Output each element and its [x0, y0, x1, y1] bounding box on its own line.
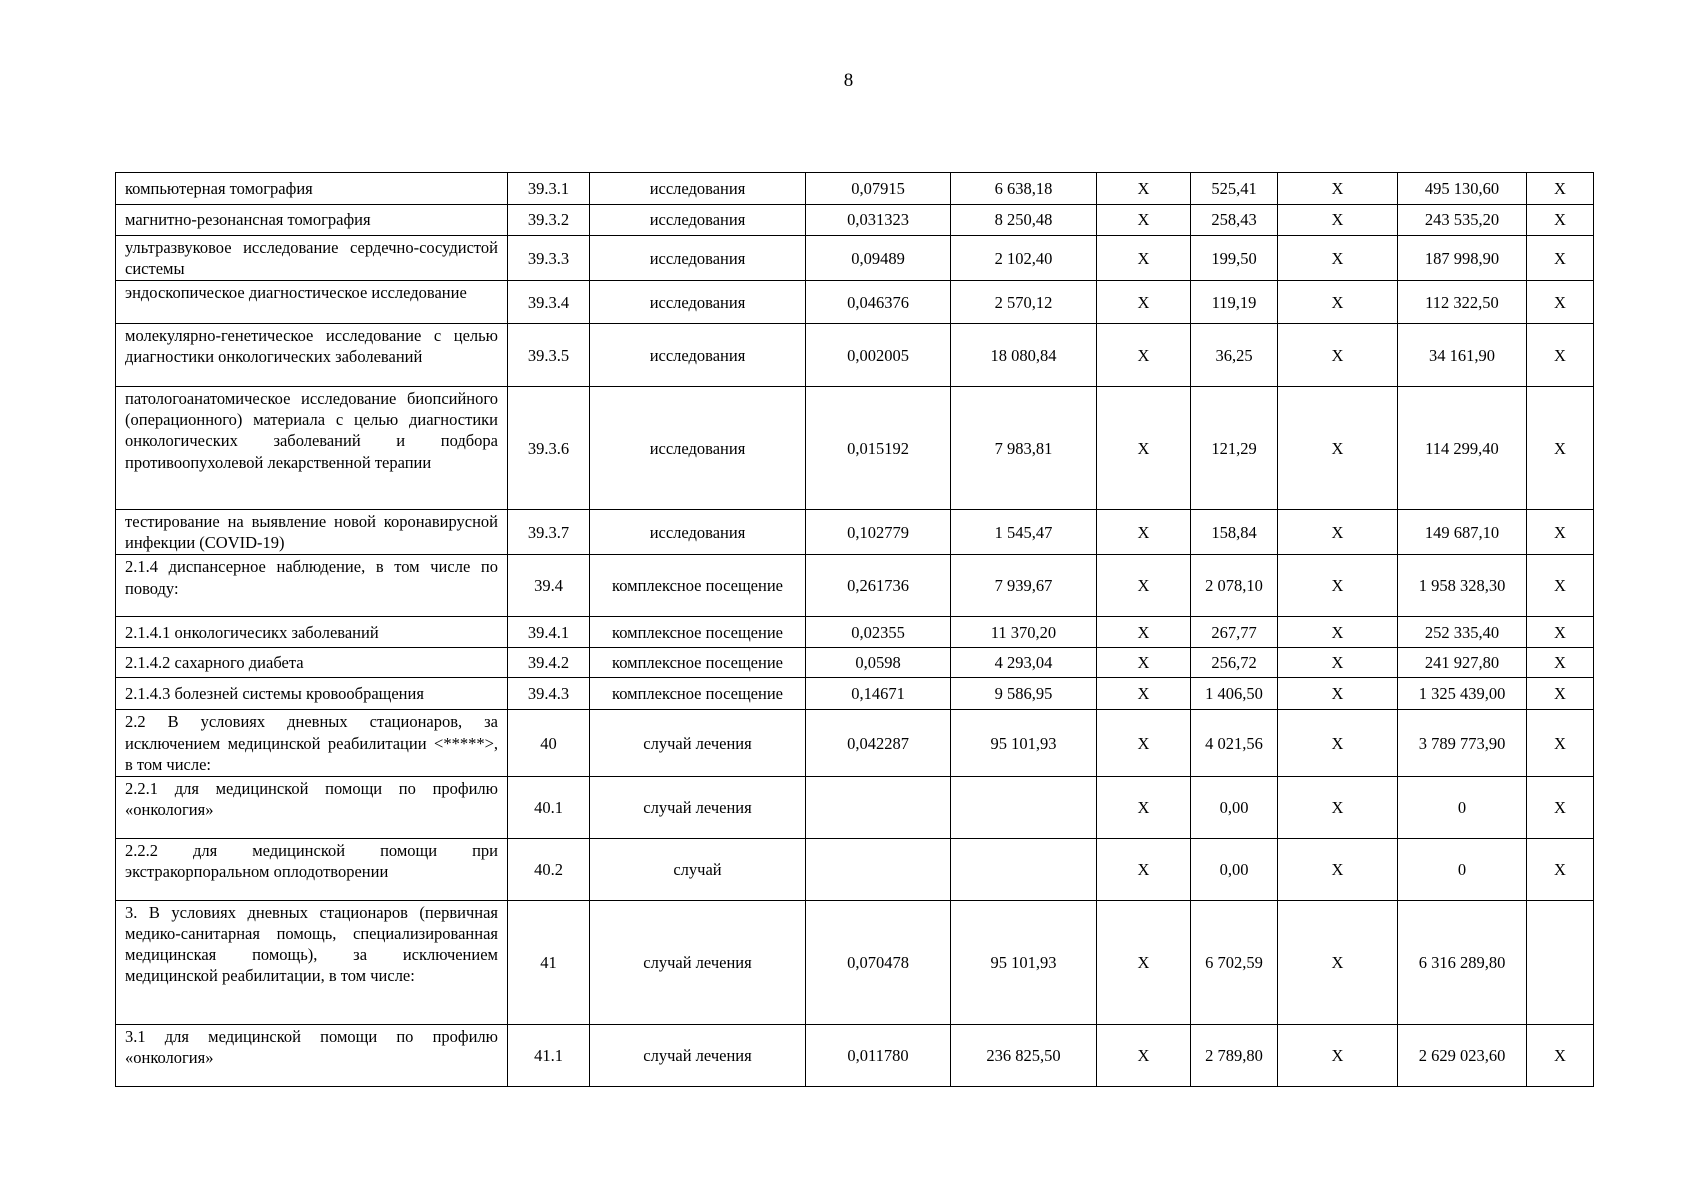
row-norm: 0,261736: [806, 555, 951, 617]
row-col8: Х: [1278, 281, 1398, 324]
row-total: 34 161,90: [1398, 324, 1527, 387]
row-norm: 0,015192: [806, 387, 951, 510]
row-col6: Х: [1097, 205, 1191, 236]
row-per-capita: 199,50: [1191, 236, 1278, 281]
row-total: 3 789 773,90: [1398, 710, 1527, 776]
row-col8: Х: [1278, 776, 1398, 838]
row-code: 39.4.1: [508, 617, 590, 648]
row-code: 39.3.7: [508, 510, 590, 555]
table-row: [116, 387, 1594, 510]
row-col6: Х: [1097, 555, 1191, 617]
row-per-capita: 258,43: [1191, 205, 1278, 236]
row-unit: исследования: [590, 387, 806, 510]
row-total: 149 687,10: [1398, 510, 1527, 555]
row-col10: Х: [1527, 678, 1594, 710]
table-row: [116, 555, 1594, 617]
row-col10: Х: [1527, 1024, 1594, 1086]
row-per-capita: 121,29: [1191, 387, 1278, 510]
row-col6: Х: [1097, 648, 1191, 678]
row-unit: комплексное посещение: [590, 617, 806, 648]
table-row: [116, 710, 1594, 776]
row-col6: Х: [1097, 236, 1191, 281]
row-col8: Х: [1278, 838, 1398, 900]
row-code: 39.3.4: [508, 281, 590, 324]
row-col6: Х: [1097, 1024, 1191, 1086]
row-name: ультразвуковое исследование сердечно-сосудистой системы: [116, 236, 508, 281]
row-name: 3. В условиях дневных стационаров (первичная медико-санитарная помощь, специализированная медицинская помощь), за исключением медицинской реабилитации, в том числе:: [116, 900, 508, 1024]
row-name: эндоскопическое диагностическое исследование: [116, 281, 508, 324]
row-total: 187 998,90: [1398, 236, 1527, 281]
row-unit: случай лечения: [590, 710, 806, 776]
table-row: [116, 678, 1594, 710]
row-per-capita: 0,00: [1191, 838, 1278, 900]
row-total: 243 535,20: [1398, 205, 1527, 236]
row-unit: исследования: [590, 205, 806, 236]
row-name: компьютерная томография: [116, 173, 508, 205]
row-total: 0: [1398, 776, 1527, 838]
row-name: молекулярно-генетическое исследование с целью диагностики онкологических заболеваний: [116, 324, 508, 387]
row-name: 3.1 для медицинской помощи по профилю «онкология»: [116, 1024, 508, 1086]
row-unit: комплексное посещение: [590, 555, 806, 617]
row-col6: Х: [1097, 617, 1191, 648]
row-unit: исследования: [590, 173, 806, 205]
row-cost: 8 250,48: [951, 205, 1097, 236]
row-name: тестирование на выявление новой коронавирусной инфекции (COVID-19): [116, 510, 508, 555]
row-code: 39.3.1: [508, 173, 590, 205]
row-per-capita: 36,25: [1191, 324, 1278, 387]
row-norm: 0,070478: [806, 900, 951, 1024]
row-cost: 7 983,81: [951, 387, 1097, 510]
table-row: [116, 648, 1594, 678]
row-per-capita: 0,00: [1191, 776, 1278, 838]
row-code: 39.4.3: [508, 678, 590, 710]
row-unit: случай лечения: [590, 1024, 806, 1086]
row-per-capita: 525,41: [1191, 173, 1278, 205]
row-col8: Х: [1278, 324, 1398, 387]
row-col10: Х: [1527, 281, 1594, 324]
row-per-capita: 2 078,10: [1191, 555, 1278, 617]
row-total: 6 316 289,80: [1398, 900, 1527, 1024]
table-row: [116, 324, 1594, 387]
row-name: 2.2 В условиях дневных стационаров, за исключением медицинской реабилитации <*****>, в том числе:: [116, 710, 508, 776]
table-row: [116, 1024, 1594, 1086]
row-col8: Х: [1278, 510, 1398, 555]
row-name: магнитно-резонансная томография: [116, 205, 508, 236]
row-col8: Х: [1278, 648, 1398, 678]
row-col10: Х: [1527, 555, 1594, 617]
row-name: патологоанатомическое исследование биопсийного (операционного) материала с целью диагностики онкологических заболеваний и подбора противоопухолевой лекарственной терапии: [116, 387, 508, 510]
row-col8: Х: [1278, 555, 1398, 617]
row-cost: 4 293,04: [951, 648, 1097, 678]
row-col8: Х: [1278, 678, 1398, 710]
row-name: 2.1.4.3 болезней системы кровообращения: [116, 678, 508, 710]
table-row: [116, 173, 1594, 205]
row-unit: исследования: [590, 281, 806, 324]
row-col10: Х: [1527, 648, 1594, 678]
row-code: 39.3.6: [508, 387, 590, 510]
row-norm: [806, 838, 951, 900]
row-cost: 95 101,93: [951, 900, 1097, 1024]
row-norm: 0,046376: [806, 281, 951, 324]
row-col10: Х: [1527, 838, 1594, 900]
row-code: 41.1: [508, 1024, 590, 1086]
row-per-capita: 4 021,56: [1191, 710, 1278, 776]
table-row: [116, 281, 1594, 324]
row-norm: 0,14671: [806, 678, 951, 710]
row-unit: случай лечения: [590, 776, 806, 838]
row-code: 39.3.5: [508, 324, 590, 387]
row-col10: Х: [1527, 205, 1594, 236]
row-per-capita: 119,19: [1191, 281, 1278, 324]
row-code: 41: [508, 900, 590, 1024]
row-total: 2 629 023,60: [1398, 1024, 1527, 1086]
row-col6: Х: [1097, 281, 1191, 324]
row-total: 495 130,60: [1398, 173, 1527, 205]
row-total: 114 299,40: [1398, 387, 1527, 510]
page-number: 8: [843, 70, 854, 91]
row-col10: Х: [1527, 324, 1594, 387]
row-unit: исследования: [590, 236, 806, 281]
row-per-capita: 6 702,59: [1191, 900, 1278, 1024]
row-norm: 0,0598: [806, 648, 951, 678]
row-code: 40: [508, 710, 590, 776]
row-total: 112 322,50: [1398, 281, 1527, 324]
row-col10: Х: [1527, 617, 1594, 648]
row-col10: Х: [1527, 710, 1594, 776]
row-col8: Х: [1278, 617, 1398, 648]
row-cost: 2 102,40: [951, 236, 1097, 281]
row-code: 40.1: [508, 776, 590, 838]
row-unit: комплексное посещение: [590, 678, 806, 710]
row-col10: Х: [1527, 387, 1594, 510]
row-unit: случай лечения: [590, 900, 806, 1024]
row-norm: 0,031323: [806, 205, 951, 236]
row-col10: Х: [1527, 776, 1594, 838]
row-col6: Х: [1097, 776, 1191, 838]
row-col6: Х: [1097, 838, 1191, 900]
row-code: 39.4: [508, 555, 590, 617]
row-norm: 0,07915: [806, 173, 951, 205]
row-code: 39.3.3: [508, 236, 590, 281]
row-col6: Х: [1097, 387, 1191, 510]
row-name: 2.1.4.1 онкологичесикх заболеваний: [116, 617, 508, 648]
row-col8: Х: [1278, 710, 1398, 776]
row-total: 241 927,80: [1398, 648, 1527, 678]
row-cost: 2 570,12: [951, 281, 1097, 324]
row-code: 40.2: [508, 838, 590, 900]
row-cost: [951, 776, 1097, 838]
row-cost: 18 080,84: [951, 324, 1097, 387]
row-cost: [951, 838, 1097, 900]
row-norm: 0,102779: [806, 510, 951, 555]
row-col6: Х: [1097, 173, 1191, 205]
row-cost: 1 545,47: [951, 510, 1097, 555]
table-row: [116, 900, 1594, 1024]
row-name: 2.1.4.2 сахарного диабета: [116, 648, 508, 678]
row-per-capita: 1 406,50: [1191, 678, 1278, 710]
row-col6: Х: [1097, 710, 1191, 776]
row-col8: Х: [1278, 205, 1398, 236]
row-per-capita: 2 789,80: [1191, 1024, 1278, 1086]
row-code: 39.3.2: [508, 205, 590, 236]
row-name: 2.1.4 диспансерное наблюдение, в том числе по поводу:: [116, 555, 508, 617]
row-total: 1 958 328,30: [1398, 555, 1527, 617]
row-total: 1 325 439,00: [1398, 678, 1527, 710]
row-col6: Х: [1097, 324, 1191, 387]
row-col8: Х: [1278, 173, 1398, 205]
row-norm: [806, 776, 951, 838]
row-col6: Х: [1097, 510, 1191, 555]
row-cost: 7 939,67: [951, 555, 1097, 617]
row-total: 252 335,40: [1398, 617, 1527, 648]
row-cost: 9 586,95: [951, 678, 1097, 710]
row-norm: 0,09489: [806, 236, 951, 281]
row-cost: 95 101,93: [951, 710, 1097, 776]
row-per-capita: 158,84: [1191, 510, 1278, 555]
row-name: 2.2.2 для медицинской помощи при экстракорпоральном оплодотворении: [116, 838, 508, 900]
row-col8: Х: [1278, 236, 1398, 281]
row-norm: 0,02355: [806, 617, 951, 648]
row-unit: исследования: [590, 324, 806, 387]
row-col8: Х: [1278, 900, 1398, 1024]
row-col6: Х: [1097, 678, 1191, 710]
table-row: [116, 617, 1594, 648]
row-col8: Х: [1278, 1024, 1398, 1086]
row-cost: 236 825,50: [951, 1024, 1097, 1086]
row-cost: 6 638,18: [951, 173, 1097, 205]
row-unit: исследования: [590, 510, 806, 555]
row-norm: 0,002005: [806, 324, 951, 387]
table-row: [116, 510, 1594, 555]
table-row: [116, 776, 1594, 838]
row-cost: 11 370,20: [951, 617, 1097, 648]
table-row: [116, 838, 1594, 900]
row-norm: 0,042287: [806, 710, 951, 776]
row-norm: 0,011780: [806, 1024, 951, 1086]
row-code: 39.4.2: [508, 648, 590, 678]
row-unit: случай: [590, 838, 806, 900]
row-per-capita: 256,72: [1191, 648, 1278, 678]
row-col8: Х: [1278, 387, 1398, 510]
row-total: 0: [1398, 838, 1527, 900]
row-col10: Х: [1527, 173, 1594, 205]
row-col10: Х: [1527, 236, 1594, 281]
row-unit: комплексное посещение: [590, 648, 806, 678]
data-table: [115, 172, 1594, 1087]
row-name: 2.2.1 для медицинской помощи по профилю «онкология»: [116, 776, 508, 838]
table-row: [116, 236, 1594, 281]
row-col10: [1527, 900, 1594, 1024]
row-per-capita: 267,77: [1191, 617, 1278, 648]
table-row: [116, 205, 1594, 236]
row-col10: Х: [1527, 510, 1594, 555]
row-col6: Х: [1097, 900, 1191, 1024]
